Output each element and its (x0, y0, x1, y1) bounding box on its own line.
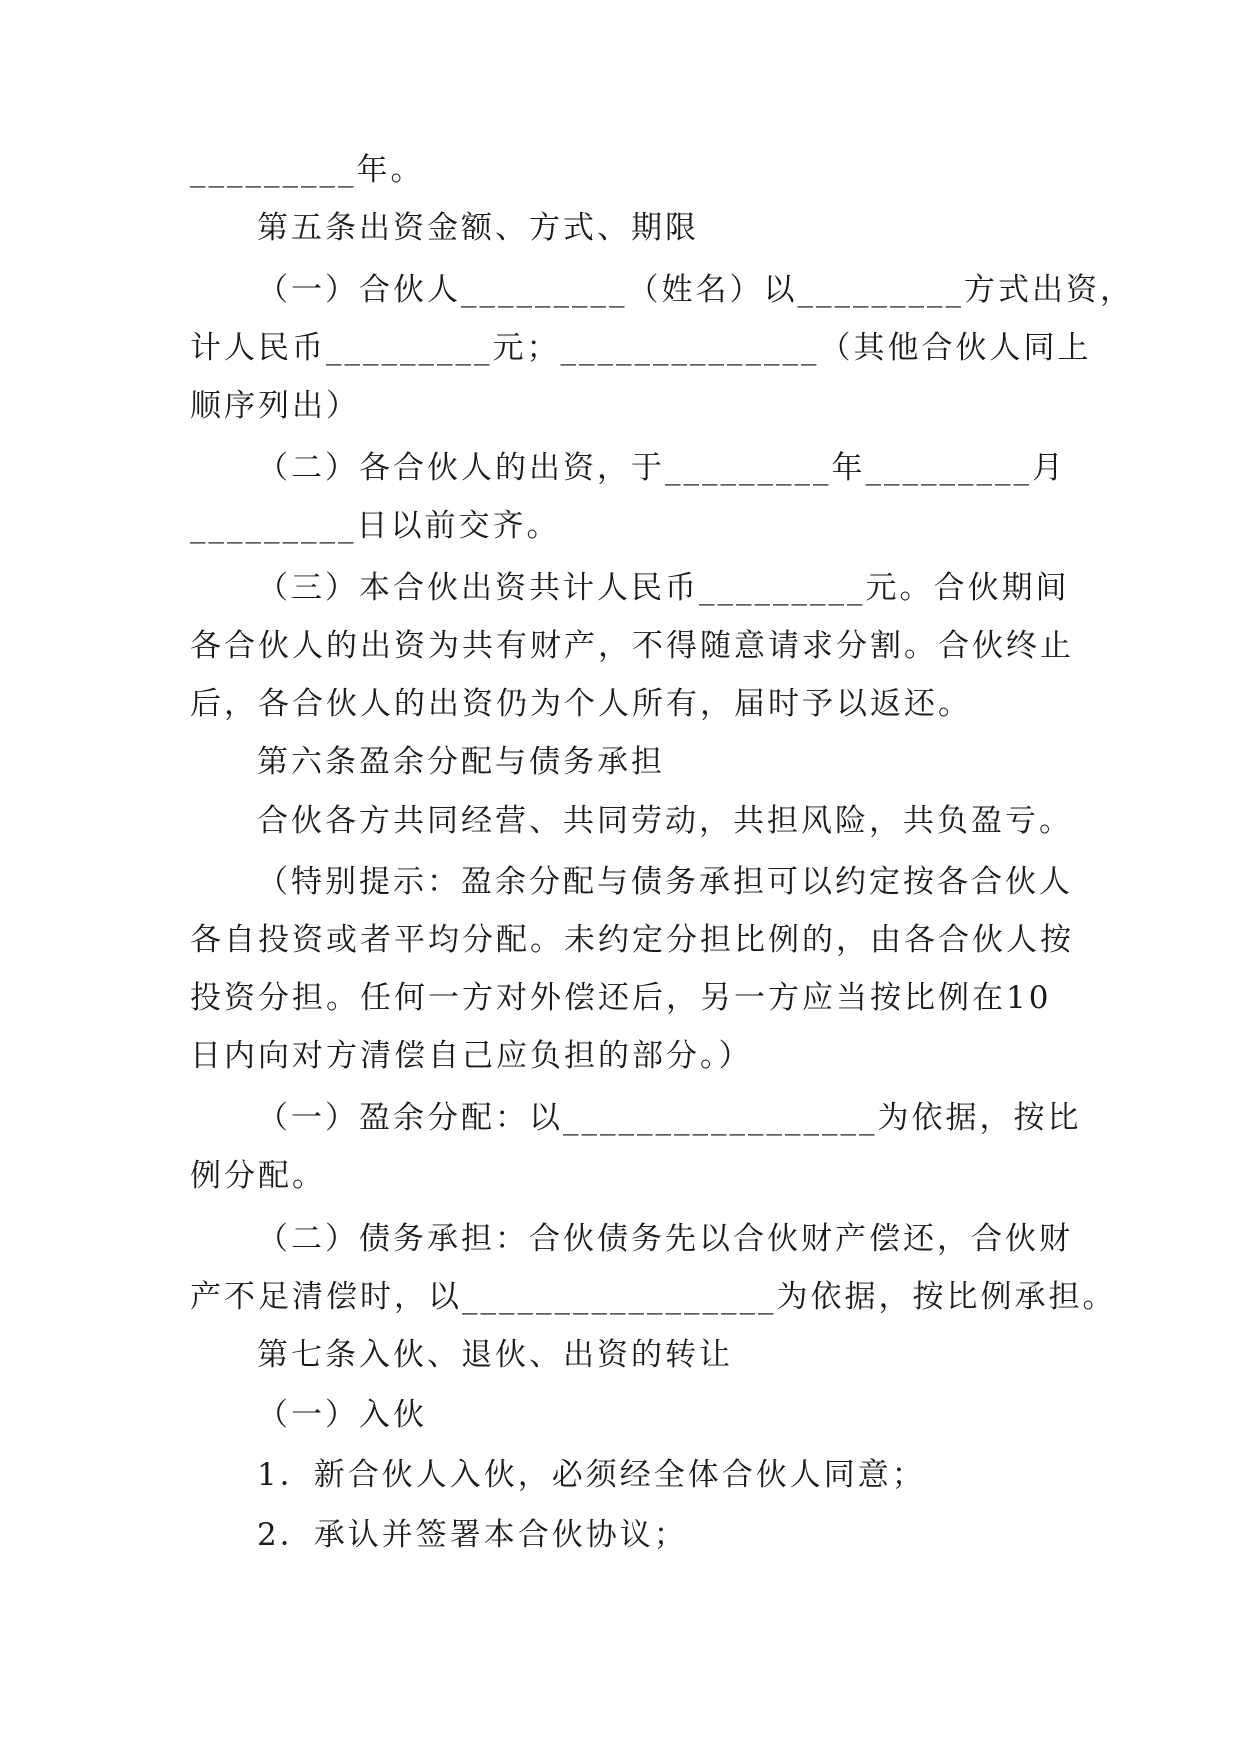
list-item: 2．承认并签署本合伙协议； (257, 1517, 688, 1553)
text-line: 计人民币_________元；______________（其他合伙人同上 (190, 330, 1092, 366)
text-line: 后，各合伙人的出资仍为个人所有，届时予以返还。 (190, 686, 972, 722)
text-line: 合伙各方共同经营、共同劳动，共担风险，共负盈亏。 (257, 803, 1073, 839)
text-line: （一）合伙人_________（姓名）以_________方式出资， (257, 272, 1134, 308)
text-line: 各合伙人的出资为共有财产，不得随意请求分割。合伙终止 (190, 628, 1074, 664)
article-7-heading: 第七条入伙、退伙、出资的转让 (257, 1337, 733, 1373)
text-line: _________年。 (190, 152, 425, 188)
text-line: 各自投资或者平均分配。未约定分担比例的，由各合伙人按 (190, 922, 1074, 958)
text-line: （二）各合伙人的出资，于_________年_________月 (257, 450, 1066, 486)
text-line: （一）盈余分配：以_________________为依据，按比 (257, 1100, 1082, 1136)
text-line: 例分配。 (190, 1158, 326, 1194)
text-line: 顺序列出） (190, 388, 360, 424)
document-page (190, 152, 1134, 1553)
article-5-heading: 第五条出资金额、方式、期限 (257, 210, 699, 246)
article-6-heading: 第六条盈余分配与债务承担 (257, 744, 665, 780)
list-item: 1．新合伙人入伙，必须经全体合伙人同意； (257, 1457, 926, 1493)
text-line: （三）本合伙出资共计人民币_________元。合伙期间 (257, 570, 1070, 606)
text-line: 投资分担。任何一方对外偿还后，另一方应当按比例在10 (190, 980, 1052, 1016)
text-line: （特别提示：盈余分配与债务承担可以约定按各合伙人 (257, 864, 1073, 900)
text-line: （一）入伙 (257, 1397, 427, 1433)
text-line: 产不足清偿时，以_________________为依据，按比例承担。 (190, 1279, 1117, 1315)
text-line: （二）债务承担：合伙债务先以合伙财产偿还，合伙财 (257, 1221, 1073, 1257)
text-line: _________日以前交齐。 (190, 508, 561, 544)
text-line: 日内向对方清偿自己应负担的部分。） (190, 1038, 753, 1074)
